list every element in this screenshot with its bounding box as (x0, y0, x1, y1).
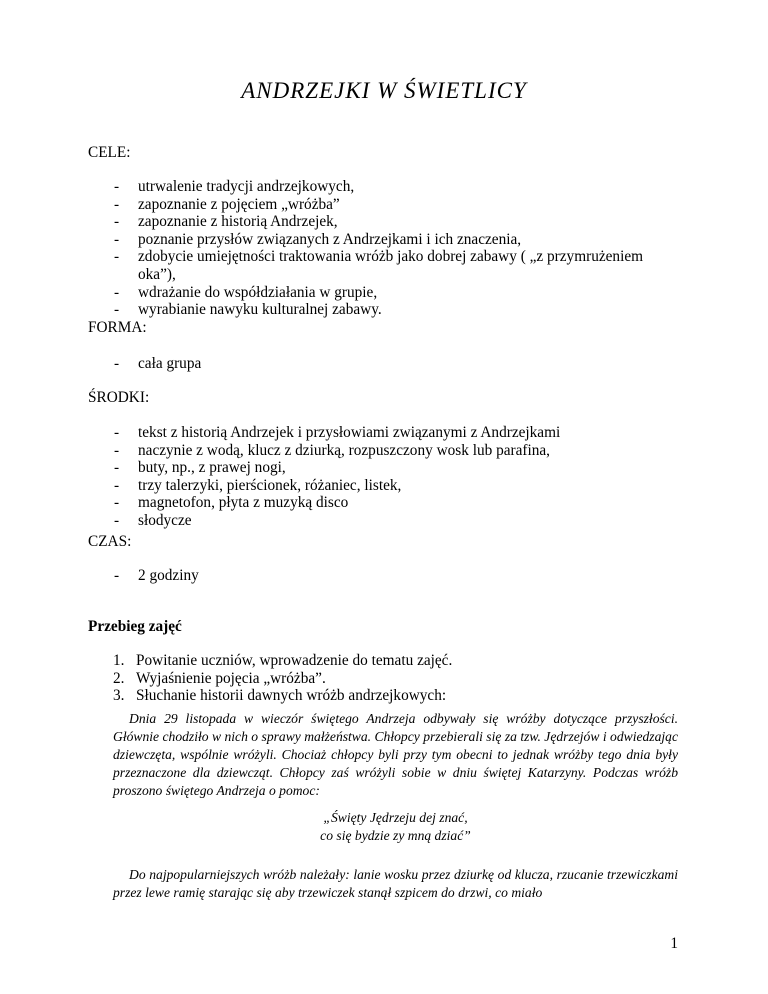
srodki-label: ŚRODKI: (88, 389, 150, 406)
forma-list (88, 355, 678, 373)
page-number: 1 (670, 935, 678, 952)
list-item: - wdrażanie do współdziałania w grupie, (114, 283, 378, 301)
story-paragraph-1: Dnia 29 listopada w wieczór świętego Andrzeja odbywały się wróżby dotyczące przyszłości. Głównie chodziło w nich o sprawy małżeństwa. Chłopcy przebierali się za tzw. Jędrzejów i odwiedzając dziewczęta, wspólnie wróżyli. Chociaż chłopcy byli przy tym obecni to jednak wróżby tego dnia były przeznaczone dla dziewcząt. Chłopcy zaś wróżyli sobie w dniu świętej Katarzyny. Podczas wróżb proszono świętego Andrzeja o pomoc: (113, 711, 678, 798)
przebieg-steps (113, 652, 452, 705)
verse-line: co się bydzie zy mną dziać” (320, 828, 471, 843)
verse (113, 809, 678, 845)
forma-label: FORMA: (88, 319, 147, 336)
list-item: - zdobycie umiejętności traktowania wróżb jako dobrej zabawy ( „z przymrużeniem oka”), (114, 248, 644, 283)
przebieg-heading: Przebieg zajęć (88, 618, 182, 635)
srodki-list (88, 424, 678, 530)
list-item: - magnetofon, płyta z muzyką disco (114, 494, 349, 512)
list-item: - naczynie z wodą, klucz z dziurką, rozpuszczony wosk lub parafina, (114, 441, 550, 459)
cele-list (88, 178, 678, 319)
verse-line: „Święty Jędrzeju dej znać, (323, 810, 468, 825)
list-item: 1. Powitanie uczniów, wprowadzenie do tematu zajęć. (113, 652, 453, 669)
list-item: - tekst z historią Andrzejek i przysłowiami związanymi z Andrzejkami (114, 424, 561, 441)
czas-label: CZAS: (88, 533, 132, 550)
story-paragraph-2: Do najpopularniejszych wróżb należały: lanie wosku przez dziurkę od klucza, rzucanie trzewiczkami przez lewe ramię starając się aby trzewiczek stanął szpicem do drzwi, co miało (113, 867, 678, 900)
list-item: - zapoznanie z pojęciem „wróżba” (114, 195, 340, 213)
list-item: 3. Słuchanie historii dawnych wróżb andrzejkowych: (113, 687, 447, 705)
list-item: - trzy talerzyki, pierścionek, różaniec, listek, (114, 476, 402, 494)
list-item: - utrwalenie tradycji andrzejkowych, (114, 178, 355, 195)
document-title: ANDRZEJKI W ŚWIETLICY (241, 78, 527, 103)
list-item: - poznanie przysłów związanych z Andrzejkami i ich znaczenia, (114, 230, 522, 248)
list-item: - słodycze (114, 511, 192, 529)
list-item: - zapoznanie z historią Andrzejek, (114, 213, 338, 231)
cele-label: CELE: (88, 144, 131, 161)
list-item: - cała grupa (114, 355, 202, 372)
czas-list (88, 567, 678, 585)
list-item: - wyrabianie nawyku kulturalnej zabawy. (114, 301, 382, 319)
list-item: - 2 godziny (114, 567, 199, 584)
list-item: - buty, np., z prawej nogi, (114, 459, 286, 477)
list-item: 2. Wyjaśnienie pojęcia „wróżba”. (113, 669, 326, 687)
